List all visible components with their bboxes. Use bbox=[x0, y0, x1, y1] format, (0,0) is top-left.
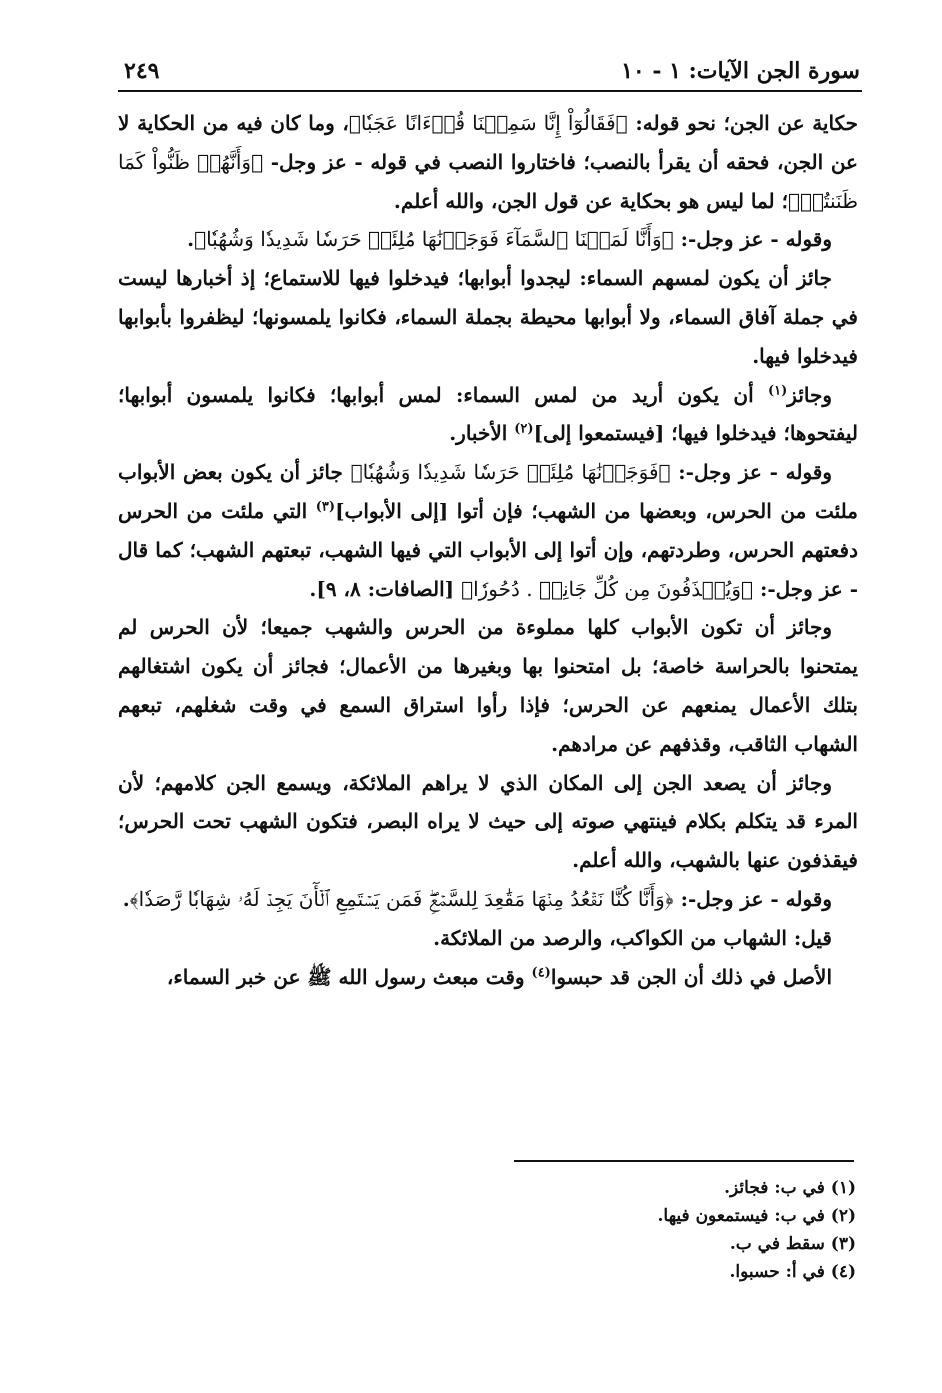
quran-verse: ﴿وَأَنَّهُمۡ ظَنُّواْ كَمَا ظَنَنتُمۡ﴾ bbox=[118, 149, 858, 213]
text-run: وقوله - عز وجل-: bbox=[673, 886, 832, 911]
paragraph bbox=[118, 376, 858, 454]
text-run: جائز أن يكون لمسهم السماء: ليجدوا أبوابها؛ فيدخلوا فيها للاستماع؛ إذ أخبارها ليست في جملة آفاق السماء، ولا أبوابها محيطة بجملة السماء، فكانوا يلمسونها؛ ليظفروا بأبوابها فيدخلوا فيها. bbox=[118, 266, 858, 368]
text-run: الأصل في ذلك أن الجن قد حبسوا bbox=[550, 964, 832, 989]
text-run: . bbox=[122, 886, 130, 911]
footnote-item: (٤) في أ: حسبوا. bbox=[729, 1262, 856, 1282]
quran-verse: ﴿وَيُقۡذَفُونَ مِن كُلِّ جَانِبٖ . دُحُورٗا﴾ bbox=[461, 576, 753, 601]
text-run: ، وما كان فيه من الحكاية لا عن الجن، فحقه أن يقرأ بالنصب؛ فاختاروا النصب في قوله - عز وجل- bbox=[118, 111, 858, 174]
paragraph bbox=[118, 608, 858, 763]
footnote-ref: (٤) bbox=[531, 964, 551, 980]
quran-verse: ﴿فَوَجَدۡنَٰهَا مُلِئَتۡ حَرَسٗا شَدِيدٗا وَشُهُبٗا﴾ bbox=[350, 460, 671, 485]
text-run: وقت مبعث رسول الله ﷺ عن خبر السماء، bbox=[166, 964, 532, 989]
quran-verse: ﴿وَأَنَّا لَمَسۡنَا ٱلسَّمَآءَ فَوَجَدۡنَٰهَا مُلِئَتۡ حَرَسٗا شَدِيدٗا وَشُهُبٗا﴾ bbox=[194, 227, 674, 252]
paragraph bbox=[118, 919, 858, 958]
text-run: [الصافات: ٨، ٩]. bbox=[309, 576, 462, 601]
paragraph bbox=[118, 259, 858, 375]
footnote-ref: (١) bbox=[767, 382, 788, 398]
footnote-item: (٣) سقط في ب. bbox=[729, 1234, 856, 1254]
text-run: وقوله - عز وجل-: bbox=[670, 460, 832, 485]
text-run: وقوله - عز وجل-: bbox=[673, 227, 832, 252]
main-text bbox=[118, 104, 858, 996]
text-run: الأخبار. bbox=[449, 421, 515, 446]
text-run: أن يكون أريد من لمس السماء: لمس أبوابها؛ فكانوا يلمسون أبوابها؛ ليفتحوها؛ فيدخلوا فيها؛ [فيستمعوا إلى] bbox=[118, 382, 858, 446]
quran-verse: ﴿وَأَنَّا كُنَّا نَقۡعُدُ مِنۡهَا مَقَٰعِدَ لِلسَّمۡعِۖ فَمَن يَسۡتَمِعِ ٱلۡأٓنَ يَجِدۡ لَهُۥ شِهَابٗا رَّصَدٗا﴾ bbox=[129, 886, 674, 911]
paragraph bbox=[118, 453, 858, 608]
footnotes bbox=[380, 1174, 856, 1286]
page-number: ٢٤٩ bbox=[124, 58, 160, 84]
footnote-ref: (٢) bbox=[514, 421, 534, 437]
footnote-divider bbox=[514, 1160, 854, 1162]
running-title: سورة الجن الآيات: ١ - ١٠ bbox=[621, 58, 860, 84]
paragraph bbox=[118, 880, 858, 919]
paragraph bbox=[118, 220, 858, 259]
footnote-ref: (٣) bbox=[315, 499, 336, 515]
text-run: . bbox=[187, 227, 195, 252]
text-run: وجائز أن يصعد الجن إلى المكان الذي لا يراهم الملائكة، ويسمع الجن كلامهم؛ لأن المرء قد يتكلم بكلام فينتهي صوته إلى حيث لا يراه البصر، فتكون الشهب تحت الحرس؛ فيقذفون عنها بالشهب، والله أعلم. bbox=[118, 770, 858, 873]
header-divider bbox=[118, 90, 862, 92]
page-header bbox=[124, 40, 860, 84]
paragraph bbox=[118, 104, 858, 220]
text-run: قيل: الشهاب من الكواكب، والرصد من الملائكة. bbox=[433, 925, 832, 950]
paragraph bbox=[118, 764, 858, 880]
text-run: وجائز أن تكون الأبواب كلها مملوءة من الحرس والشهب جميعا؛ لأن الحرس لم يمتحنوا بالحراسة خاصة؛ بل امتحنوا بها وبغيرها من الأعمال؛ فجائز أن يكون اشتغالهم بتلك الأعمال يمنعهم عن الحرس؛ فإذا رأوا استراق السمع في وقت شغلهم، تبعهم الشهاب الثاقب، وقذفهم عن مرادهم. bbox=[118, 615, 858, 756]
text-run: التي ملئت من الحرس دفعتهم الحرس، وطردتهم، وإن أتوا إلى الأبواب التي فيها الشهب، تبعتهم الشهب؛ كما قال - عز وجل-: bbox=[118, 498, 858, 601]
footnote-item: (٢) في ب: فيستمعون فيها. bbox=[657, 1206, 856, 1226]
text-run: جائز أن يكون بعض الأبواب ملئت من الحرس، وبعضها من الشهب؛ فإن أتوا [إلى الأبواب] bbox=[118, 460, 858, 523]
paragraph bbox=[118, 958, 858, 997]
text-run: وجائز bbox=[787, 382, 832, 407]
text-run: ؛ لما ليس هو بحكاية عن قول الجن، والله أعلم. bbox=[393, 188, 788, 213]
footnote-item: (١) في ب: فجائز. bbox=[724, 1178, 856, 1198]
text-run: حكاية عن الجن؛ نحو قوله: bbox=[627, 111, 858, 135]
quran-verse: ﴿فَقَالُوٓاْ إِنَّا سَمِعۡنَا قُرۡءَانًا عَجَبٗا﴾ bbox=[348, 111, 628, 135]
